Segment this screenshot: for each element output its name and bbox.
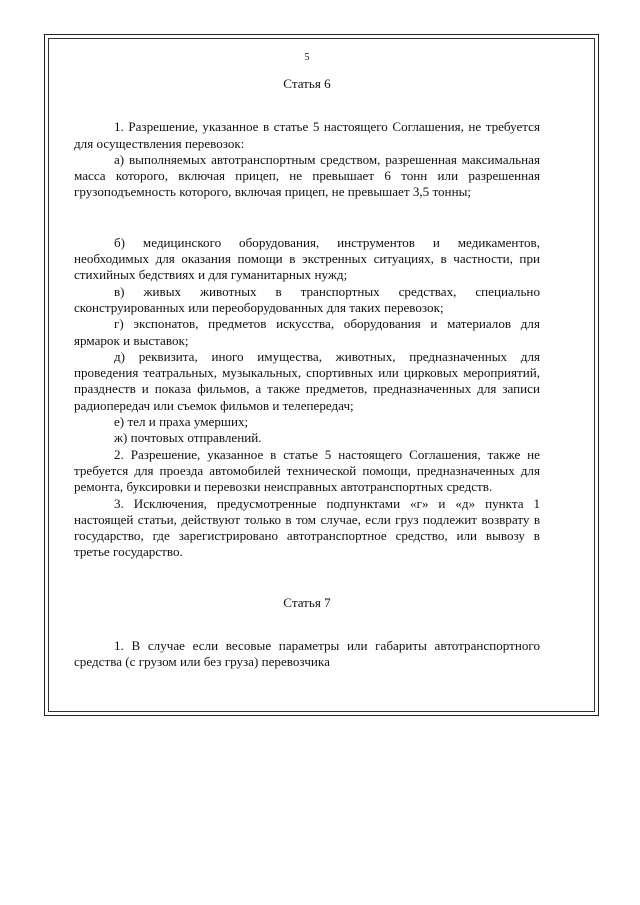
article-6-item-g: г) экспонатов, предметов искусства, оборудования и материалов для ярмарок и выставок; (74, 316, 540, 348)
document-body (74, 52, 540, 671)
article-6-item-v: в) живых животных в транспортных средствах, специально сконструированных или переоборудованных для таких перевозок; (74, 283, 540, 315)
page-number: 5 (304, 52, 310, 63)
article-6-heading: Статья 6 (283, 76, 331, 91)
article-6-item-b: б) медицинского оборудования, инструментов и медикаментов, необходимых для оказания помощи в экстренных ситуациях, в частности, при стихийных бедствиях и для гуманитарных нужд; (74, 234, 540, 283)
article-6-item-zh: ж) почтовых отправлений. (114, 430, 262, 446)
article-7-heading: Статья 7 (283, 594, 331, 610)
article-7-paragraph-1: 1. В случае если весовые параметры или габариты автотранспортного средства (с грузом или без груза) перевозчика (74, 638, 540, 670)
article-6-paragraph-1: 1. Разрешение, указанное в статье 5 настоящего Соглашения, не требуется для осуществления перевозок: (74, 119, 540, 151)
article-6-paragraph-3: 3. Исключения, предусмотренные подпунктами «г» и «д» пункта 1 настоящей статьи, действуют только в том случае, если груз подлежит возврату в государство, где зарегистрировано автотранспортное средство, или вывозу в третье государство. (74, 495, 540, 560)
article-6-item-e: е) тел и праха умерших; (114, 414, 249, 430)
article-6-item-d: д) реквизита, иного имущества, животных, предназначенных для проведения театральных, музыкальных, спортивных или цирковых мероприятий, празднеств и показа фильмов, а также предметов, предназначенных для записи радиопередач или съемок фильмов и телепередач; (74, 348, 540, 413)
article-6-paragraph-2: 2. Разрешение, указанное в статье 5 настоящего Соглашения, также не требуется для проезда автомобилей технической помощи, предназначенных для ремонта, буксировки и перевозки неисправных автотранспортных средств. (74, 446, 540, 495)
article-6-item-a: а) выполняемых автотранспортным средством, разрешенная максимальная масса которого, включая прицеп, не превышает 6 тонн или разрешенная грузоподъемность которого, включая прицеп, не превышает 3,5 тонны; (74, 151, 540, 200)
